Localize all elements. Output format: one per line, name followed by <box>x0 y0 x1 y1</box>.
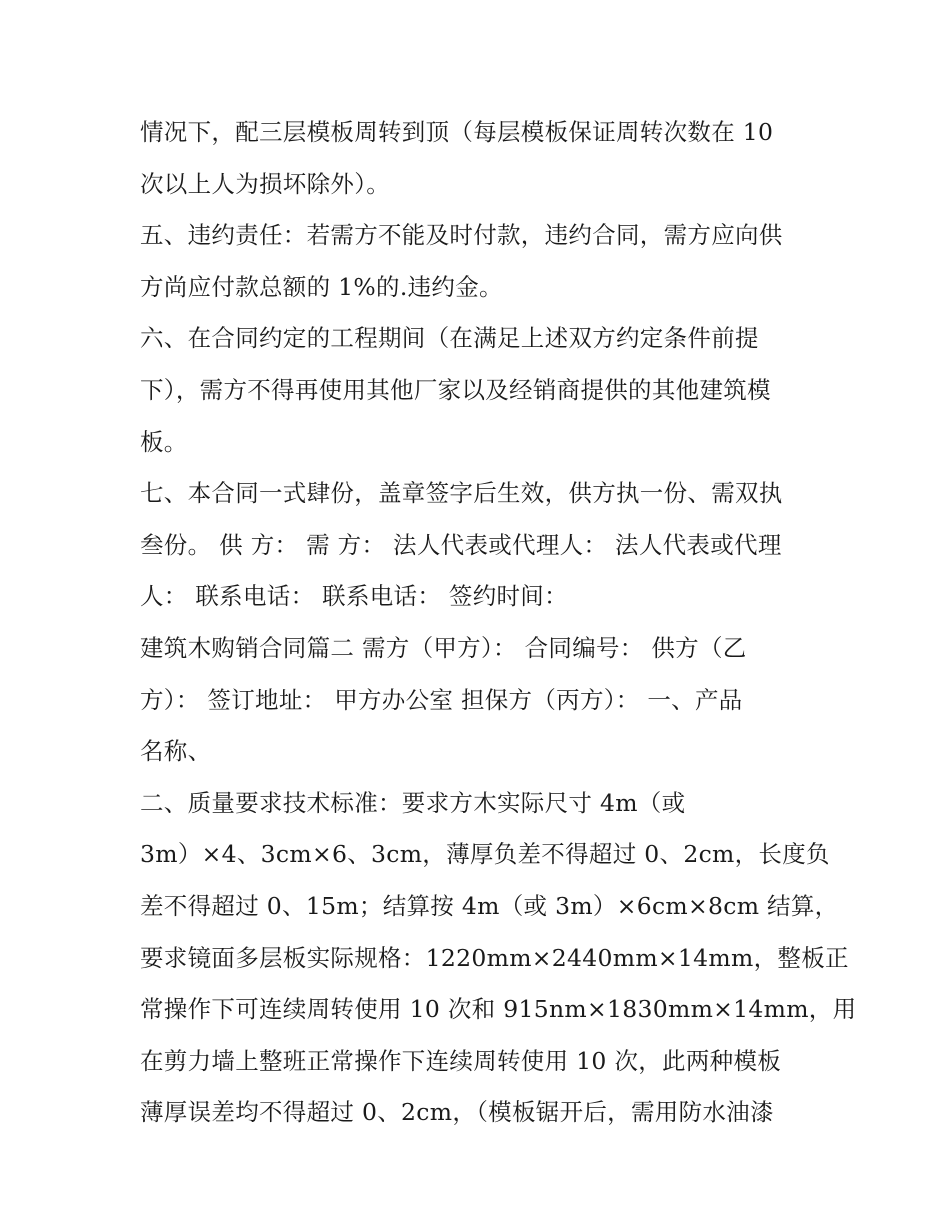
text-line: 方）： 签订地址： 甲方办公室 担保方（丙方）： 一、产品 <box>140 685 743 714</box>
text-line: 建筑木购销合同篇二 需方（甲方）： 合同编号： 供方（乙 <box>140 633 747 662</box>
text-line: 七、本合同一式肆份，盖章签字后生效，供方执一份、需双执 <box>140 479 783 508</box>
text-line: 情况下，配三层模板周转到顶（每层模板保证周转次数在 10 <box>140 118 774 146</box>
text-line: 名称、 <box>140 737 212 766</box>
text-line: 板。 <box>140 427 188 456</box>
text-line: 叁份。 供 方： 需 方： 法人代表或代理人： 法人代表或代理 <box>140 530 782 559</box>
text-line: 人： 联系电话： 联系电话： 签约时间： <box>140 582 568 611</box>
text-line: 方尚应付款总额的 1%的.违约金。 <box>140 272 503 301</box>
text-line: 六、在合同约定的工程期间（在满足上述双方约定条件前提 <box>140 324 759 353</box>
text-line: 下），需方不得再使用其他厂家以及经销商提供的其他建筑模 <box>140 375 771 404</box>
text-line: 3m）×4、3cm×6、3cm，薄厚负差不得超过 0、2cm，长度负 <box>140 840 830 869</box>
text-line: 二、质量要求技术标准：要求方木实际尺寸 4m（或 <box>140 788 686 817</box>
text-line: 次以上人为损坏除外）。 <box>140 169 391 198</box>
text-line: 常操作下可连续周转使用 10 次和 915nm×1830mm×14mm，用 <box>140 995 857 1024</box>
text-line: 薄厚误差均不得超过 0、2cm，（模板锯开后，需用防水油漆 <box>140 1098 774 1127</box>
text-line: 在剪力墙上整班正常操作下连续周转使用 10 次，此两种模板 <box>140 1046 782 1075</box>
text-line: 要求镜面多层板实际规格：1220mm×2440mm×14mm，整板正 <box>140 943 849 972</box>
text-line: 差不得超过 0、15m；结算按 4m（或 3m）×6cm×8cm 结算， <box>140 891 839 920</box>
text-line: 五、违约责任：若需方不能及时付款，违约合同，需方应向供 <box>140 221 783 250</box>
document-body <box>140 107 857 1139</box>
